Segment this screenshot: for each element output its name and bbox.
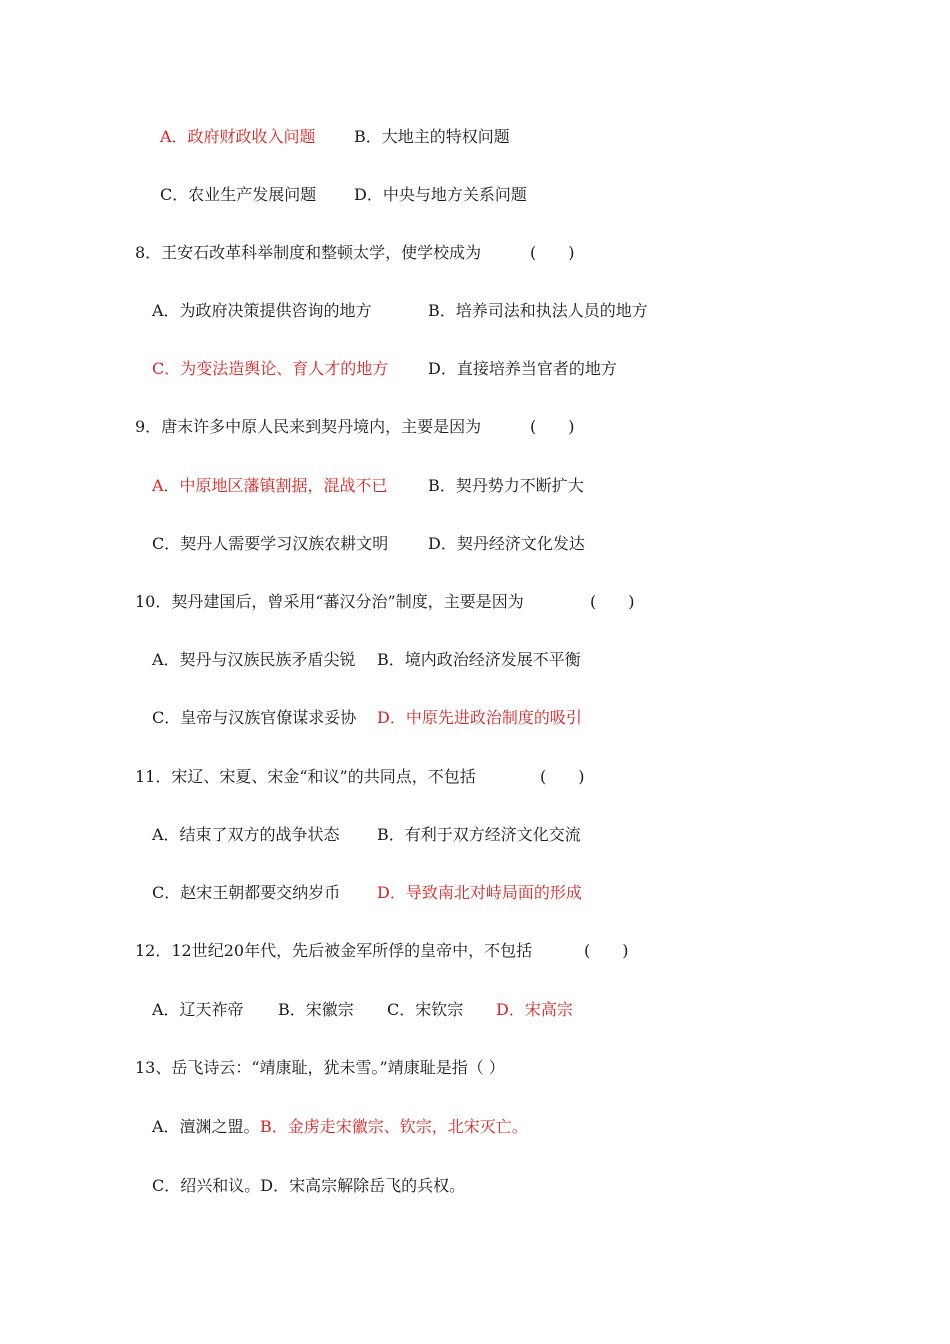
option-c: C．宋钦宗 [387, 1000, 464, 1019]
question-text: 10．契丹建国后，曾采用“蕃汉分治”制度，主要是因为 [135, 592, 524, 611]
answer-blank: ( ) [540, 767, 585, 786]
option-a: A．澶渊之盟。 [152, 1117, 260, 1136]
answer-blank: ( ) [530, 417, 575, 436]
option-a: A．辽天祚帝 [152, 1000, 244, 1019]
question-text: 8．王安石改革科举制度和整顿太学，使学校成为 [135, 243, 482, 262]
answer-blank: ( ) [590, 592, 635, 611]
option-a: A．结束了双方的战争状态 [152, 825, 340, 844]
option-d: D．中央与地方关系问题 [354, 185, 527, 204]
option-b: B．境内政治经济发展不平衡 [377, 650, 581, 669]
option-c: C．赵宋王朝都要交纳岁币 [152, 883, 341, 902]
question-text: 9．唐末许多中原人民来到契丹境内，主要是因为 [135, 417, 482, 436]
option-c: C．皇帝与汉族官僚谋求妥协 [152, 708, 357, 727]
option-b: B．宋徽宗 [278, 1000, 354, 1019]
option-a: A．中原地区藩镇割据，混战不已 [152, 476, 388, 495]
option-b: B．有利于双方经济文化交流 [377, 825, 581, 844]
option-c: C．为变法造舆论、育人才的地方 [152, 359, 389, 378]
option-d: D．契丹经济文化发达 [428, 534, 585, 553]
option-b: B．契丹势力不断扩大 [428, 476, 584, 495]
option-d: D．导致南北对峙局面的形成 [377, 883, 582, 902]
answer-blank: ( ) [584, 941, 629, 960]
option-b: B．大地主的特权问题 [354, 127, 510, 146]
option-d: D．直接培养当官者的地方 [428, 359, 617, 378]
option-c-d: C．绍兴和议。D．宋高宗解除岳飞的兵权。 [152, 1176, 466, 1195]
option-d: D．中原先进政治制度的吸引 [377, 708, 582, 727]
option-c: C．契丹人需要学习汉族农耕文明 [152, 534, 389, 553]
option-c: C．农业生产发展问题 [160, 185, 317, 204]
question-text: 13、岳飞诗云：“靖康耻，犹未雪。”靖康耻是指（ ） [135, 1058, 505, 1077]
question-text: 11．宋辽、宋夏、宋金“和议”的共同点，不包括 [135, 767, 476, 786]
option-a: A．政府财政收入问题 [160, 127, 316, 146]
option-b: B．金虏走宋徽宗、钦宗，北宋灭亡。 [260, 1117, 528, 1136]
option-a: A．为政府决策提供咨询的地方 [152, 301, 372, 320]
question-text: 12．12世纪20年代，先后被金军所俘的皇帝中，不包括 [135, 941, 533, 960]
option-d: D．宋高宗 [496, 1000, 573, 1019]
option-b: B．培养司法和执法人员的地方 [428, 301, 648, 320]
option-a: A．契丹与汉族民族矛盾尖锐 [152, 650, 356, 669]
answer-blank: ( ) [530, 243, 575, 262]
